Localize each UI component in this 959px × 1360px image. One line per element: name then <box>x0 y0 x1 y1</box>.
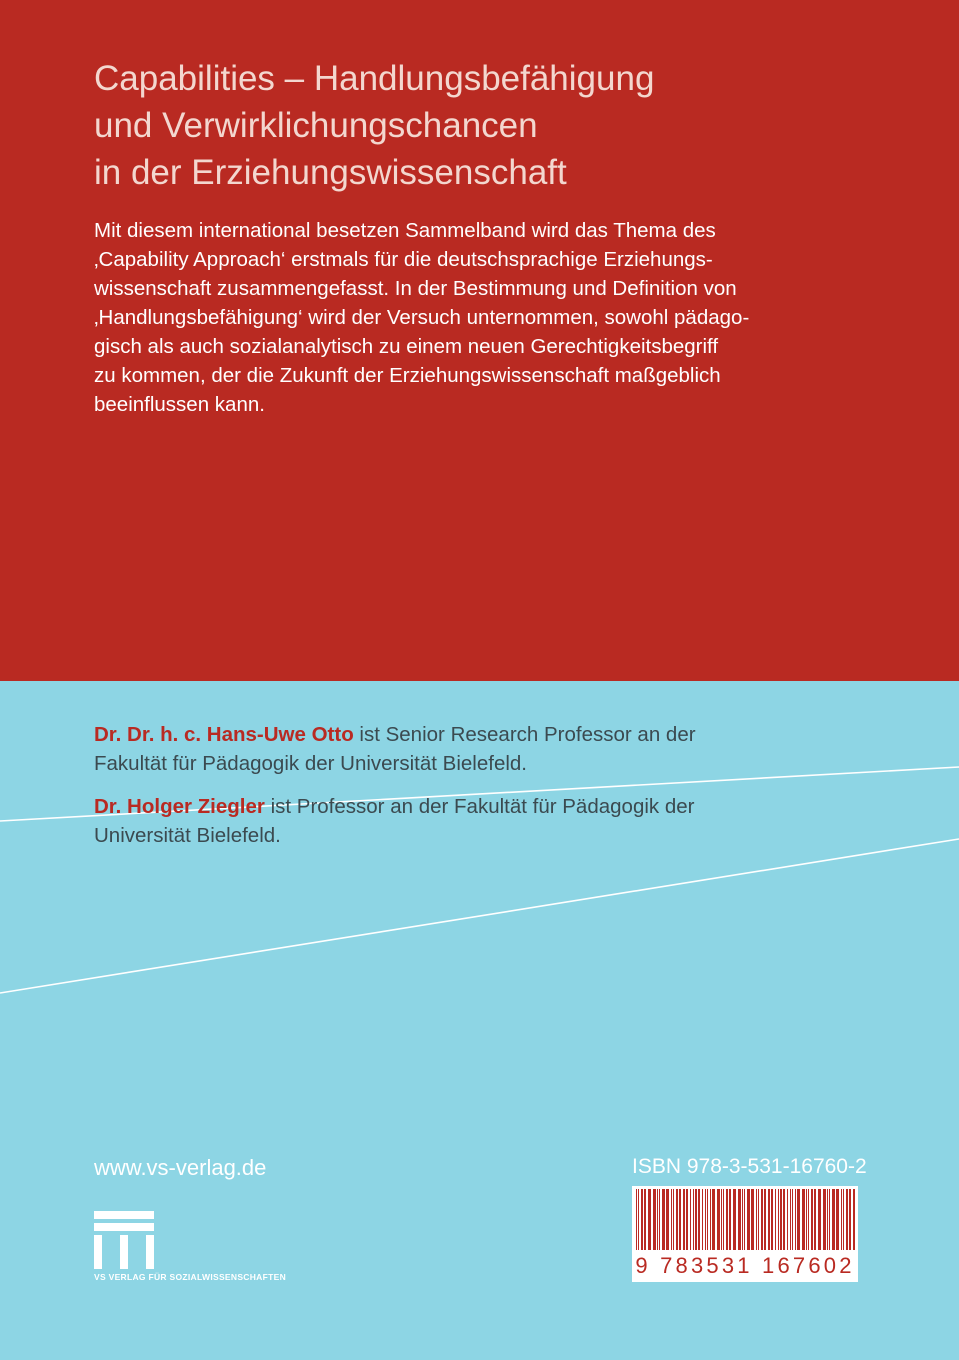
author-bio-line <box>94 720 914 749</box>
barcode-bar <box>676 1189 678 1251</box>
barcode-bar <box>712 1189 715 1251</box>
description-line: Mit diesem international besetzen Sammelband wird das Thema des <box>94 219 716 242</box>
barcode-bar <box>686 1189 688 1251</box>
barcode-bar <box>659 1189 660 1251</box>
barcode-bar <box>761 1189 763 1251</box>
barcode-bar <box>756 1189 757 1251</box>
barcode-bar <box>814 1189 816 1251</box>
book-title <box>94 55 894 196</box>
barcode-bar <box>747 1189 750 1251</box>
title-line: und Verwirklichungschancen <box>94 106 538 145</box>
author-bio-text: ist Professor an der Fakultät für Pädagogik der <box>264 795 695 818</box>
description-line: gisch als auch sozialanalytisch zu einem neuen Gerechtigkeitsbegriff <box>94 335 719 358</box>
barcode-bar <box>780 1189 782 1251</box>
barcode-bar <box>721 1189 722 1251</box>
barcode-bar <box>683 1189 685 1251</box>
barcode-bar <box>744 1189 745 1259</box>
barcode-bar <box>690 1189 691 1251</box>
publisher-logo-icon <box>94 1211 154 1269</box>
author-bio-otto <box>94 720 914 778</box>
author-bio-ziegler <box>94 792 914 850</box>
barcode-bar <box>707 1189 708 1251</box>
barcode-bar <box>764 1189 766 1251</box>
barcode-bar <box>723 1189 724 1251</box>
barcode-bar <box>783 1189 785 1251</box>
barcode-bar <box>849 1189 851 1259</box>
barcode-bar <box>705 1189 706 1251</box>
barcode-bar <box>778 1189 779 1251</box>
barcode-bar <box>823 1189 826 1251</box>
author-bio-line: Fakultät für Pädagogik der Universität Bielefeld. <box>94 752 528 775</box>
barcode-bar <box>841 1189 842 1251</box>
title-line: Capabilities – Handlungsbefähigung <box>94 59 655 98</box>
barcode-bar <box>802 1189 805 1251</box>
description-line: beeinflussen kann. <box>94 393 265 416</box>
barcode-bar <box>653 1189 656 1251</box>
title-line: in der Erziehungswissenschaft <box>94 153 567 192</box>
barcode-bar <box>662 1189 665 1251</box>
barcode-bar <box>787 1189 788 1251</box>
barcode-bar <box>726 1189 728 1251</box>
barcode-bar <box>679 1189 681 1251</box>
barcode-bar <box>666 1189 669 1251</box>
barcode-bar <box>644 1189 646 1251</box>
barcode-bar <box>710 1189 711 1251</box>
description-line: zu kommen, der die Zukunft der Erziehungswissenschaft maßgeblich <box>94 364 721 387</box>
barcode-bar <box>738 1189 741 1259</box>
barcode-bar <box>751 1189 754 1251</box>
barcode-bar <box>671 1189 672 1251</box>
barcode-bar <box>717 1189 720 1251</box>
publisher-website: www.vs-verlag.de <box>94 1155 267 1180</box>
barcode-bar <box>829 1189 830 1251</box>
author-bio-text: ist Senior Research Professor an der <box>353 723 696 746</box>
barcode-bar <box>657 1189 658 1251</box>
barcode-bar <box>641 1189 643 1259</box>
barcode-bar <box>771 1189 773 1251</box>
barcode-bar <box>843 1189 844 1259</box>
description-line: wissenschaft zusammengefasst. In der Bestimmung und Definition von <box>94 277 737 300</box>
barcode-bar <box>698 1189 700 1251</box>
barcode-bar <box>797 1189 800 1251</box>
barcode-bar <box>827 1189 828 1251</box>
barcode-bar <box>808 1189 809 1251</box>
author-name: Dr. Dr. h. c. Hans-Uwe Otto <box>94 723 354 746</box>
barcode-bar <box>790 1189 791 1251</box>
barcode-bar <box>768 1189 770 1251</box>
barcode-bar <box>836 1189 839 1251</box>
barcode-bar <box>636 1189 637 1259</box>
barcode-digits: 9 783531 167602 <box>632 1250 858 1282</box>
barcode-bar <box>733 1189 736 1251</box>
barcode-bar <box>695 1189 697 1251</box>
barcode-bar <box>846 1189 848 1259</box>
description-line: ‚Handlungsbefähigung‘ wird der Versuch unternommen, sowohl pädago- <box>94 306 750 329</box>
barcode-bar <box>775 1189 776 1251</box>
barcode-bar <box>818 1189 821 1251</box>
barcode-bar <box>795 1189 796 1251</box>
barcode-bar <box>729 1189 731 1251</box>
author-bio-line: Universität Bielefeld. <box>94 824 281 847</box>
barcode-bar <box>758 1189 759 1251</box>
author-name: Dr. Holger Ziegler <box>94 795 265 818</box>
barcode-bar <box>811 1189 813 1251</box>
publisher-name: VS VERLAG FÜR SOZIALWISSENSCHAFTEN <box>94 1272 287 1282</box>
barcode-bar <box>648 1189 651 1251</box>
barcode-bar <box>742 1189 743 1259</box>
description-line: ‚Capability Approach‘ erstmals für die deutschsprachige Erziehungs- <box>94 248 713 271</box>
barcode-bar <box>702 1189 703 1251</box>
isbn-label: ISBN 978-3-531-16760-2 <box>632 1155 867 1178</box>
barcode <box>632 1186 858 1282</box>
author-bio-line <box>94 792 914 821</box>
barcode-bar <box>693 1189 694 1251</box>
barcode-bar <box>638 1189 639 1259</box>
barcode-bar <box>853 1189 855 1259</box>
barcode-bar <box>832 1189 835 1251</box>
book-description <box>94 216 894 419</box>
barcode-bar <box>792 1189 793 1251</box>
barcode-bar <box>806 1189 807 1251</box>
barcode-bar <box>673 1189 674 1251</box>
